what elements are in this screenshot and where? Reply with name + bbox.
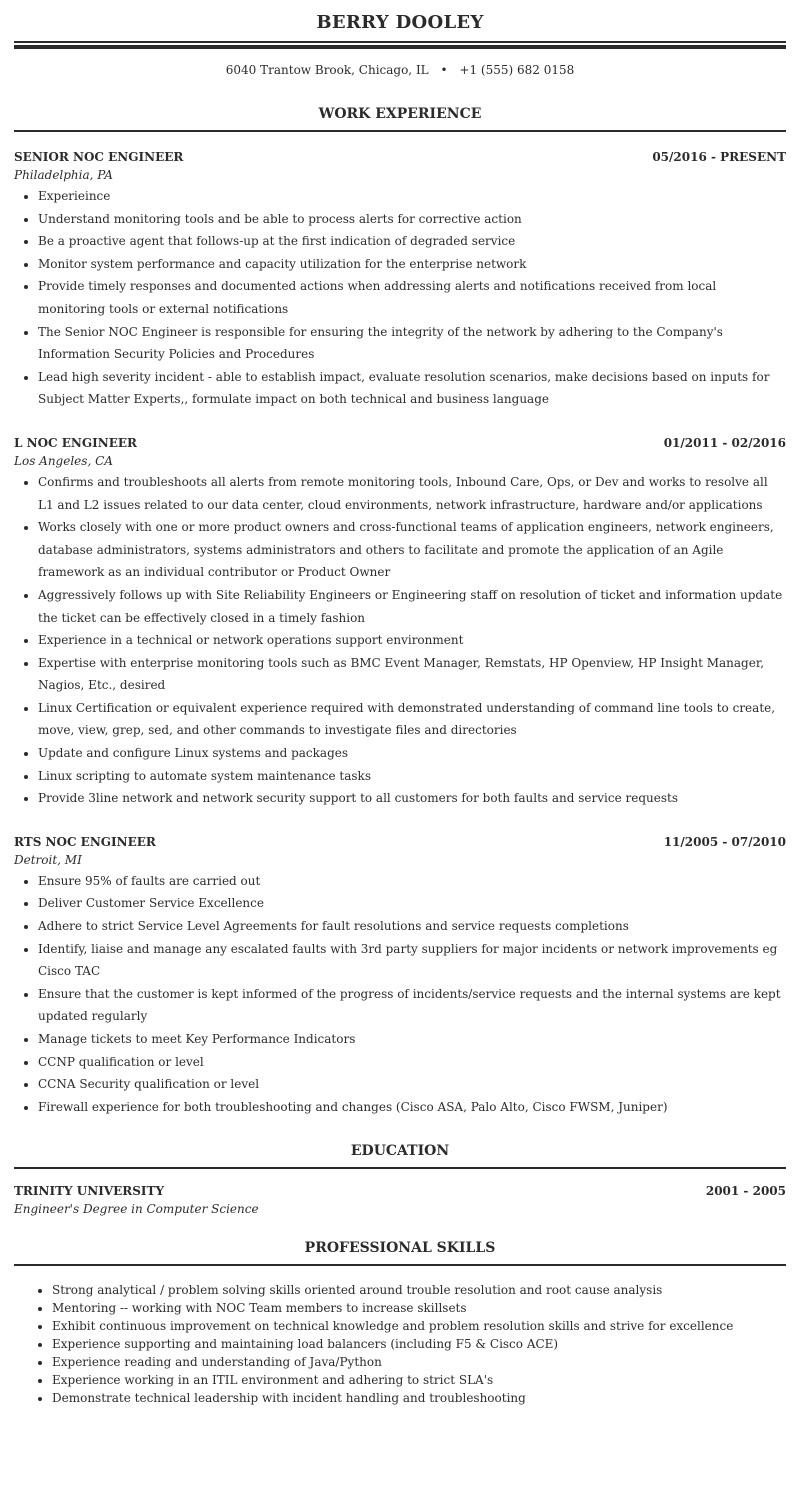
list-item: • Manage tickets to meet Key Performance Indicators (38, 1028, 786, 1051)
job-location: Los Angeles, CA (14, 453, 113, 468)
contact-phone: +1 (555) 682 0158 (459, 63, 575, 77)
list-item: • Lead high severity incident - able to establish impact, evaluate resolution scenarios, make decisions based on inputs for Subject Matter Experts,, formulate impact on both technical and business language (38, 366, 786, 411)
skills-title: PROFESSIONAL SKILLS (304, 1240, 496, 1257)
education-section (14, 1142, 786, 1217)
list-item: • Demonstrate technical leadership with incident handling and troubleshooting (52, 1389, 786, 1407)
contact-line (14, 62, 786, 78)
list-item: • Experience in a technical or network operations support environment (38, 629, 786, 652)
list-item: • Linux scripting to automate system maintenance tasks (38, 765, 786, 788)
job-dates: 05/2016 - PRESENT (652, 150, 786, 164)
list-item: • Experience supporting and maintaining load balancers (including F5 & Cisco ACE) (52, 1335, 786, 1353)
education-entry (14, 1183, 786, 1217)
skills-section (14, 1239, 786, 1407)
job-header (14, 149, 786, 165)
job-bullets (14, 185, 786, 411)
list-item: • Adhere to strict Service Level Agreements for fault resolutions and service requests completions (38, 915, 786, 938)
list-item: • Provide 3line network and network security support to all customers for both faults and service requests (38, 787, 786, 810)
job-title: RTS NOC ENGINEER (14, 834, 156, 849)
skills-divider (14, 1264, 786, 1266)
list-item: • Monitor system performance and capacity utilization for the enterprise network (38, 253, 786, 276)
job-location: Philadelphia, PA (14, 168, 113, 182)
job-dates: 11/2005 - 07/2010 (663, 834, 786, 849)
education-divider (14, 1167, 786, 1169)
job-entry (14, 149, 786, 411)
name-divider-thin (14, 41, 786, 43)
job-header (14, 834, 786, 850)
list-item: • Aggressively follows up with Site Reliability Engineers or Engineering staff on resolution of ticket and information update the ticket can be effectively closed in a timely fashion (38, 584, 786, 629)
list-item: • CCNP qualification or level (38, 1051, 786, 1074)
education-title: EDUCATION (350, 1143, 450, 1160)
list-item: • Ensure 95% of faults are carried out (38, 870, 786, 893)
work-experience-title: WORK EXPERIENCE (318, 106, 482, 122)
list-item: • Experience reading and understanding of Java/Python (52, 1353, 786, 1371)
job-dates: 01/2011 - 02/2016 (663, 435, 786, 450)
list-item: • Understand monitoring tools and be able to process alerts for corrective action (38, 208, 786, 231)
contact-address: 6040 Trantow Brook, Chicago, IL (225, 63, 429, 77)
skills-list (14, 1281, 786, 1407)
list-item: • Update and configure Linux systems and packages (38, 742, 786, 765)
list-item: • Firewall experience for both troubleshooting and changes (Cisco ASA, Palo Alto, Cisco FWSM, Juniper) (38, 1096, 786, 1119)
education-header (14, 1183, 786, 1199)
list-item: • Provide timely responses and documented actions when addressing alerts and notifications received from local monitoring tools or external notifications (38, 275, 786, 320)
list-item: • Experieince (38, 185, 786, 208)
job-location: Detroit, MI (14, 852, 82, 867)
list-item: • Experience working in an ITIL environment and adhering to strict SLA's (52, 1371, 786, 1389)
job-bullets (14, 870, 786, 1119)
list-item: • Expertise with enterprise monitoring tools such as BMC Event Manager, Remstats, HP Openview, HP Insight Manager, Nagios, Etc., desired (38, 652, 786, 697)
list-item: • Strong analytical / problem solving skills oriented around trouble resolution and root cause analysis (52, 1281, 786, 1299)
list-item: • CCNA Security qualification or level (38, 1073, 786, 1096)
list-item: • Ensure that the customer is kept informed of the progress of incidents/service requests and the internal systems are kept updated regularly (38, 983, 786, 1028)
name-divider-thick (14, 45, 786, 49)
work-experience-divider (14, 130, 786, 132)
list-item: • Be a proactive agent that follows-up at the first indication of degraded service (38, 230, 786, 253)
list-item: • Linux Certification or equivalent experience required with demonstrated understanding of command line tools to create, move, view, grep, sed, and other commands to investigate files and directories (38, 697, 786, 742)
list-item: • The Senior NOC Engineer is responsible for ensuring the integrity of the network by adhering to the Company's Information Security Policies and Procedures (38, 321, 786, 366)
list-item: • Identify, liaise and manage any escalated faults with 3rd party suppliers for major incidents or network improvements eg Cisco TAC (38, 938, 786, 983)
degree: Engineer's Degree in Computer Science (14, 1202, 259, 1217)
list-item: • Mentoring -- working with NOC Team members to increase skillsets (52, 1299, 786, 1317)
education-dates: 2001 - 2005 (705, 1184, 786, 1199)
list-item: • Works closely with one or more product owners and cross-functional teams of application engineers, network engineers, database administrators, systems administrators and others to facilitate and promote the application of an Agile framework as an individual contributor or Product Owner (38, 516, 786, 584)
candidate-name: BERRY DOOLEY (316, 12, 484, 33)
work-experience-section (14, 105, 786, 1118)
school-name: TRINITY UNIVERSITY (14, 1184, 165, 1199)
job-title: SENIOR NOC ENGINEER (14, 150, 184, 164)
job-title: L NOC ENGINEER (14, 435, 137, 450)
job-entry (14, 834, 786, 1119)
job-entry (14, 435, 786, 810)
list-item: • Confirms and troubleshoots all alerts from remote monitoring tools, Inbound Care, Ops, or Dev and works to resolve all L1 and L2 issues related to our data center, cloud environments, network infrastructure, hardware and/or applications (38, 471, 786, 516)
list-item: • Deliver Customer Service Excellence (38, 892, 786, 915)
contact-separator: • (440, 63, 448, 77)
job-bullets (14, 471, 786, 810)
list-item: • Exhibit continuous improvement on technical knowledge and problem resolution skills and strive for excellence (52, 1317, 786, 1335)
job-header (14, 435, 786, 451)
